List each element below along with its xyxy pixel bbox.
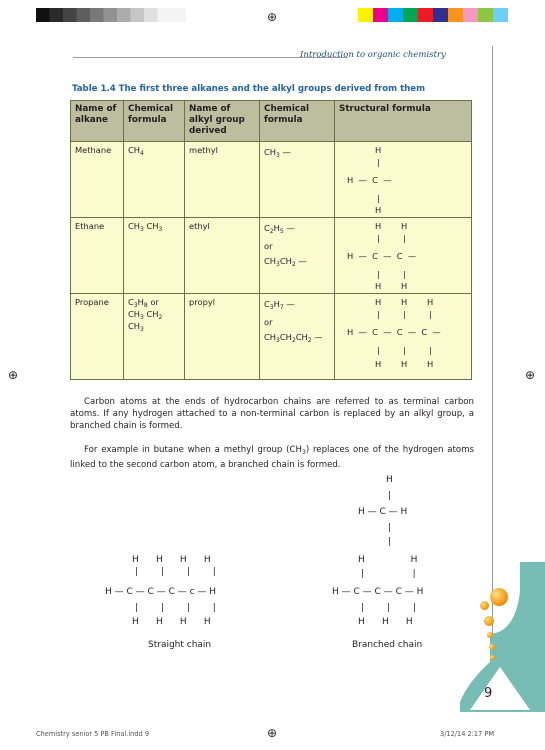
alkyl-group-name-cell: methyl: [185, 142, 260, 218]
registration-mark-bottom: ⊕: [267, 726, 278, 740]
registration-mark-right: ⊕: [525, 368, 536, 382]
alkane-name-cell: Propane: [71, 294, 124, 380]
running-header: Introduction to organic chemistry: [300, 50, 446, 60]
bubble-icon: [489, 644, 495, 650]
bubble-icon: [487, 632, 493, 638]
methyl-branch-row: H — C — H: [358, 507, 408, 517]
straight-chain-diagram: H H H H | | | | H — C — C — C — c — H | | | | H H H H: [105, 555, 217, 627]
page-number: 9: [484, 686, 493, 701]
col-header-alkyl-group-name: Name of alkyl group derived: [185, 101, 260, 142]
alkanes-table: [70, 100, 472, 380]
bubble-icon: [490, 588, 508, 606]
alkyl-group-formula-cell: $CH_3$ —: [260, 142, 335, 218]
paragraph-terminal-carbons: Carbon atoms at the ends of hydrocarbon chains are referred to as terminal carbon atoms. If any hydrogen attached to a non-terminal carbon is replaced by an alkyl group, a branched chain is formed.: [70, 397, 474, 431]
alkyl-group-formula-cell: $C_3H_7$ — or $CH_3CH_2CH_2$ —: [260, 294, 335, 380]
col-header-structural-formula: Structural formula: [335, 101, 472, 142]
date-slug: 3/12/14 2:17 PM: [440, 730, 495, 738]
alkane-formula-cell: $CH_4$: [124, 142, 185, 218]
col-header-group-formula: Chemical formula: [260, 101, 335, 142]
alkyl-group-name-cell: propyl: [185, 294, 260, 380]
structural-formula-cell: H | | H H | | H H — C — C —: [335, 218, 472, 294]
paragraph-branched-example: For example in butane when a methyl group $(CH_3)$ replaces one of the hydrogen atoms linked to the second carbon atom, a branched chain is formed.: [70, 445, 474, 470]
alkane-name-cell: Ethane: [71, 218, 124, 294]
alkyl-group-formula-cell: $C_2H_5$ — or $CH_3CH_2$ —: [260, 218, 335, 294]
table-caption: Table 1.4 The first three alkanes and the alkyl groups derived from them: [72, 84, 426, 94]
branched-chain-label: Branched chain: [352, 640, 423, 650]
top-hydrogen-row: H H H H: [132, 555, 211, 565]
margin-rule: [492, 46, 493, 636]
alkyl-group-name-cell: ethyl: [185, 218, 260, 294]
col-header-chemical-formula: Chemical formula: [124, 101, 185, 142]
registration-mark-top: ⊕: [267, 10, 278, 24]
branched-chain-diagram: H | H — C — H | | H H | | H — C — C — C — H | | | H H H: [332, 475, 424, 627]
table-row: [71, 142, 472, 218]
table-row: [71, 218, 472, 294]
color-calibration-bar: [358, 8, 508, 22]
registration-mark-left: ⊕: [8, 368, 19, 382]
alkane-formula-cell: $C_3H_8$ or $CH_3$ $CH_2$ $CH_3$: [124, 294, 185, 380]
bubble-icon: [490, 655, 495, 660]
bubble-icon: [484, 616, 494, 626]
structural-formula-cell: H | | H H | | H H | | H H — C — C — C —: [335, 294, 472, 380]
bottom-hydrogen-row: H H H H: [132, 617, 211, 627]
bubble-icon: [480, 601, 489, 610]
col-header-alkane-name: Name of alkane: [71, 101, 124, 142]
branched-backbone-row: H — C — C — C — H: [332, 587, 424, 597]
alkane-name-cell: Methane: [71, 142, 124, 218]
alkane-formula-cell: $CH_3$ $CH_3$: [124, 218, 185, 294]
flask-icon: [460, 562, 545, 712]
carbon-backbone-row: H — C — C — C — c — H: [105, 587, 217, 597]
header-rule: [73, 57, 348, 58]
table-row: [71, 294, 472, 380]
straight-chain-label: Straight chain: [148, 640, 212, 650]
grayscale-calibration-bar: [36, 8, 186, 22]
structural-formula-cell: H | | H H — C —: [335, 142, 472, 218]
file-slug: Chemistry senior 5 PB Final.indd 9: [36, 730, 150, 738]
branched-top-hydrogens: H H: [358, 555, 418, 565]
branched-bottom-hydrogens: H H H: [358, 617, 413, 627]
